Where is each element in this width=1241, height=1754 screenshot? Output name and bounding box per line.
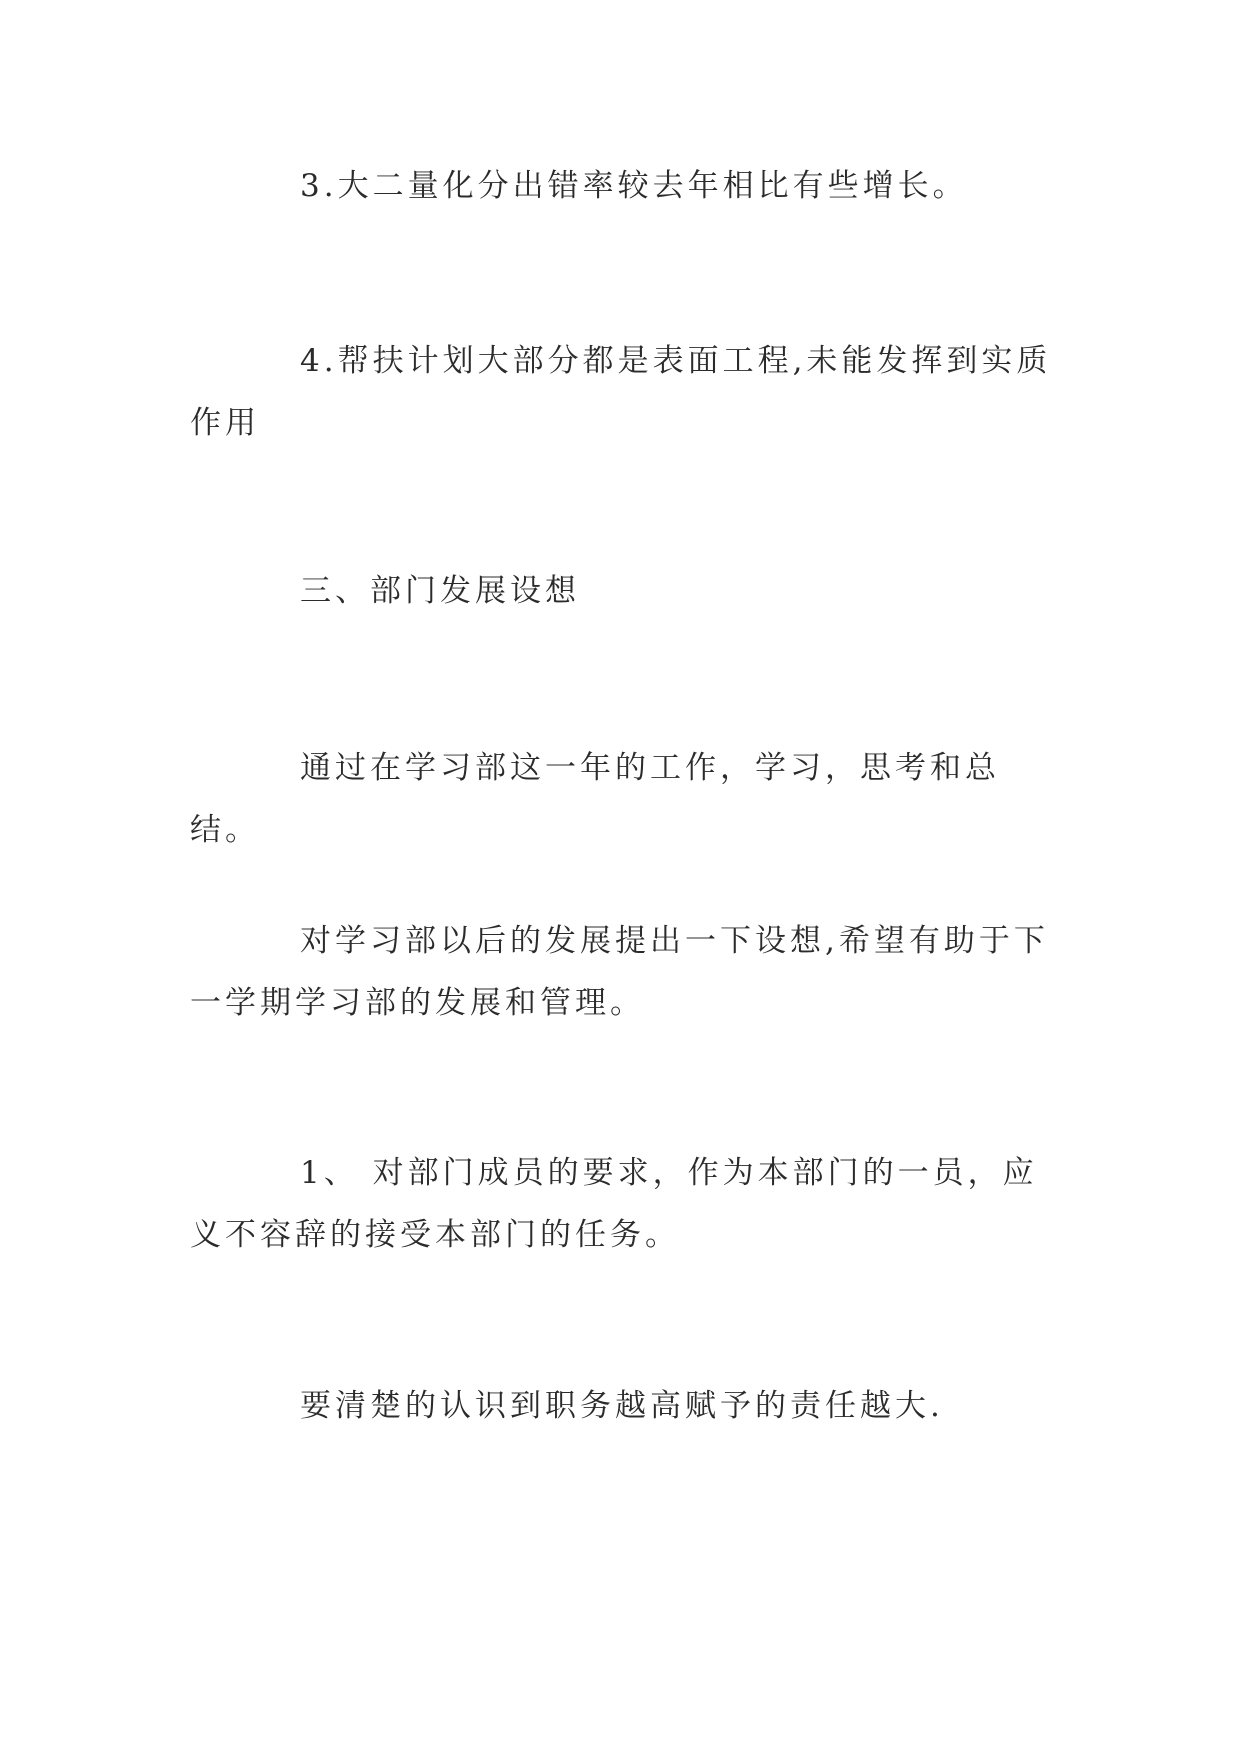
- paragraph-member-requirements: 1、 对部门成员的要求，作为本部门的一员，应义不容辞的接受本部门的任务。: [190, 1155, 1038, 1253]
- paragraph-assistance-plan: 4.帮扶计划大部分都是表面工程,未能发挥到实质作用: [190, 343, 1052, 441]
- paragraph-future-ideas: 对学习部以后的发展提出一下设想,希望有助于下一学期学习部的发展和管理。: [190, 923, 1049, 1021]
- paragraph-responsibility: 要清楚的认识到职务越高赋予的责任越大.: [300, 1388, 944, 1424]
- paragraph-year-summary: 通过在学习部这一年的工作，学习，思考和总结。: [190, 750, 1000, 848]
- paragraph-error-rate: 3.大二量化分出错率较去年相比有些增长。: [300, 168, 968, 204]
- section-heading-development: 三、部门发展设想: [300, 573, 580, 609]
